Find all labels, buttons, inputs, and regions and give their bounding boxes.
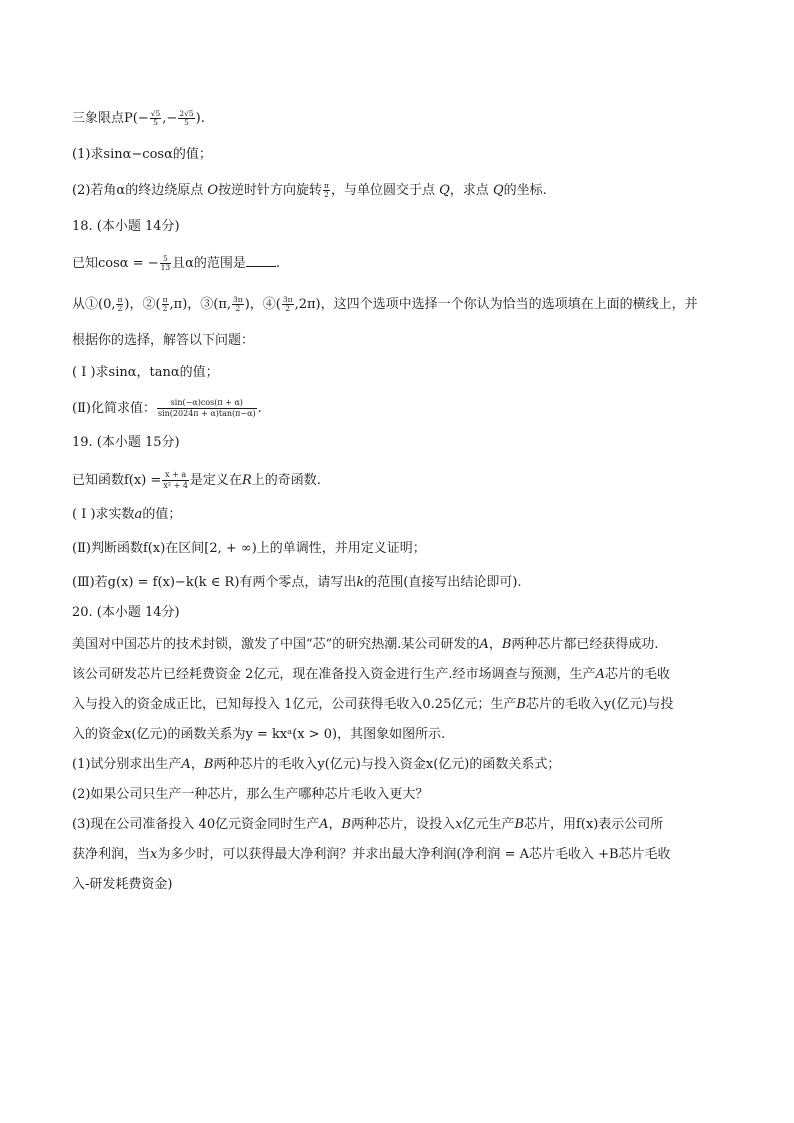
p20-line-3: 入与投入的资金成正比，已知每投入 1亿元，公司获得毛收入0.25亿元；生产B芯片的毛收入y(亿元)与投 (72, 697, 674, 712)
p18-question-2: (Ⅱ)化简求值： $\frac{\sin(-\alpha)\cos(\pi + \alpha)}{\sin(2024\pi + \alpha)\tan(\pi-\alpha)}$ . (72, 398, 262, 418)
p18-options-line-2: 根据你的选择，解答以下问题： (72, 333, 255, 348)
p18-header: 18. (本小题 14分) (72, 219, 180, 234)
p20-question-3: (3)现在公司准备投入 40亿元资金同时生产A，B两种芯片，设投入x亿元生产B芯片，用f(x)表示公司所 (72, 817, 664, 832)
p17-question-2: (2)若角α的终边绕原点 O按逆时针方向旋转 $\frac{\pi}{2}$ ，与单位圆交于点 Q，求点 Q的坐标. (72, 181, 547, 199)
fraction: $\frac{√5}{5}$ (150, 109, 161, 127)
p19-question-3: (Ⅲ)若g(x) = f(x)−k(k ∈ R)有两个零点，请写出k的范围(直接写出结论即可). (72, 575, 522, 590)
p20-question-3-line-3: 入-研发耗费资金) (72, 877, 173, 892)
p18-given: 已知cosα = − $\frac{5}{13}$ 且α的范围是 . (72, 254, 281, 272)
p19-header: 19. (本小题 15分) (72, 435, 180, 450)
answer-blank (246, 254, 276, 267)
p19-given: 已知函数f(x) = $\frac{x + a}{\text{x² + 4}}$ 是定义在R上的奇函数. (72, 470, 321, 490)
p17-intro-line: 三象限点P(− $\frac{√5}{5}$ ,− $\frac{2√5}{5}$ ). (72, 109, 205, 127)
p19-question-1: ( Ⅰ )求实数a的值； (72, 507, 182, 522)
fraction: $\frac{2√5}{5}$ (179, 109, 194, 127)
p18-options-line: 从①(0, $\frac{\pi}{2}$ )，②( $\frac{\pi}{2}$ ,π)，③(π, $\frac{3\pi}{2}$ )，④( $\frac{3\pi}{2}$ ,2π)，这四个选项中选择一个你认为恰当的选项填在上面的横线上，并 (72, 295, 698, 313)
p17-question-1: (1)求sinα−cosα的值； (72, 147, 212, 162)
p20-question-3-line-2: 获净利润，当x为多少时，可以获得最大净利润？并求出最大净利润(净利润 = A芯片毛收入 +B芯片毛收 (72, 847, 671, 862)
p20-header: 20. (本小题 14分) (72, 605, 180, 620)
p20-line-1: 美国对中国芯片的技术封锁，激发了中国“芯”的研究热潮.某公司研发的A，B两种芯片都已经获得成功. (72, 637, 659, 652)
fraction: $\frac{\sin(-\alpha)\cos(\pi + \alpha)}{\sin(2024\pi + \alpha)\tan(\pi-\alpha)}$ (157, 398, 256, 418)
fraction: $\frac{\pi}{2}$ (324, 181, 329, 199)
p18-question-1: ( Ⅰ )求sinα，tanα的值； (72, 365, 219, 380)
p20-question-1: (1)试分别求出生产A，B两种芯片的毛收入y(亿元)与投入资金x(亿元)的函数关系式； (72, 757, 561, 772)
p20-line-4: 入的资金x(亿元)的函数关系为y = kxᵃ(x > 0)，其图象如图所示. (72, 727, 446, 742)
p20-line-2: 该公司研发芯片已经耗费资金 2亿元，现在准备投入资金进行生产.经市场调查与预测，生产A芯片的毛收 (72, 667, 670, 682)
fraction: $\frac{x + a}{\text{x² + 4}}$ (163, 470, 188, 490)
text: 三象限点P(− (72, 111, 149, 126)
fraction: $\frac{5}{13}$ (160, 254, 171, 272)
p19-question-2: (Ⅱ)判断函数f(x)在区间[2, + ∞)上的单调性，并用定义证明； (72, 541, 426, 556)
p20-question-2: (2)如果公司只生产一种芯片，那么生产哪种芯片毛收入更大？ (72, 787, 429, 802)
